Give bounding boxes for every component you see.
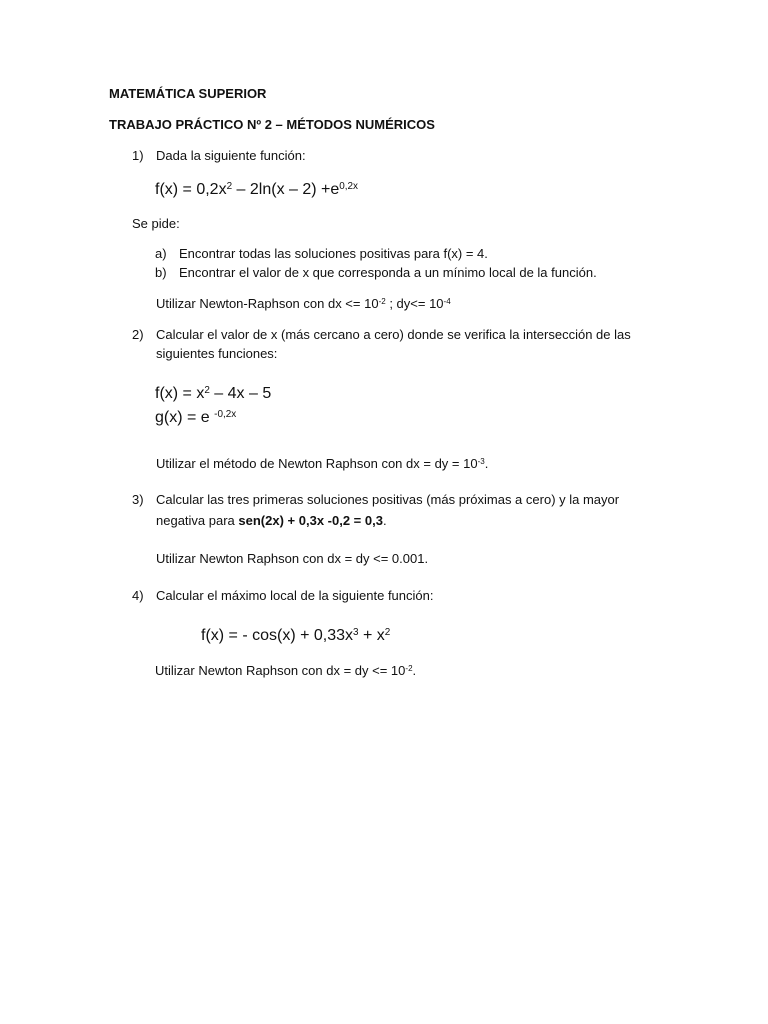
se-pide-label: Se pide: (132, 216, 180, 231)
exercise-3-line-1 (132, 492, 619, 508)
course-title: MATEMÁTICA SUPERIOR (109, 86, 267, 101)
exercise-4-number: 4) (132, 588, 144, 603)
exercise-2-number: 2) (132, 327, 144, 342)
exercise-1-intro (132, 148, 306, 164)
method-part: Utilizar Newton Raphson con dx = dy <= 10 (155, 663, 406, 678)
formula-exponent: 2 (204, 384, 210, 396)
exercise-4-method (155, 663, 416, 679)
exercise-1-formula (155, 180, 358, 200)
exercise-3-line-2 (156, 513, 387, 529)
exercise-2-line-1 (132, 327, 631, 343)
item-text: Encontrar todas las soluciones positivas para f(x) = 4. (179, 246, 488, 261)
exercise-3-method: Utilizar Newton Raphson con dx = dy <= 0.001. (156, 551, 429, 566)
exercise-3-text: . (382, 513, 387, 528)
assignment-title: TRABAJO PRÁCTICO Nº 2 – MÉTODOS NUMÉRICOS (109, 117, 435, 132)
exercise-2-method (156, 456, 488, 472)
exercise-3-text: Calcular las tres primeras soluciones positivas (más próximas a cero) y la mayor (156, 492, 620, 507)
formula-part: – 4x – 5 (209, 385, 272, 402)
exercise-3-equation: sen(2x) + 0,3x -0,2 = 0,3 (238, 513, 383, 528)
formula-part: + x (358, 627, 385, 644)
formula-part: f(x) = x (155, 385, 205, 402)
exercise-4-line-1 (132, 588, 433, 604)
exercise-2-g-formula (155, 408, 236, 428)
formula-part: f(x) = 0,2x (155, 181, 227, 198)
exercise-1-item-a (155, 246, 488, 262)
formula-part: g(x) = e (155, 409, 215, 426)
exercise-4-formula (201, 626, 390, 646)
method-exponent: -2 (405, 663, 413, 673)
method-exponent: -2 (378, 296, 386, 306)
item-letter: a) (155, 246, 167, 261)
item-text: Encontrar el valor de x que corresponda a un mínimo local de la función. (179, 265, 597, 280)
exercise-4-text: Calcular el máximo local de la siguiente función: (156, 588, 434, 603)
exercise-3-number: 3) (132, 492, 144, 507)
formula-exponent: 0,2x (339, 180, 358, 192)
method-part: . (412, 663, 417, 678)
method-exponent: -4 (443, 296, 451, 306)
item-letter: b) (155, 265, 167, 280)
formula-exponent: 3 (353, 626, 359, 638)
exercise-1-method (156, 296, 451, 312)
exercise-2-f-formula (155, 384, 271, 404)
formula-exponent: 2 (226, 180, 233, 192)
formula-part: f(x) = - cos(x) + 0,33x (201, 627, 354, 644)
formula-part: – 2ln(x – 2) +e (232, 181, 340, 198)
method-part: ; dy<= 10 (385, 296, 444, 311)
exercise-1-item-b (155, 265, 597, 281)
method-part: Utilizar Newton-Raphson con dx <= 10 (156, 296, 379, 311)
exercise-1-intro-text: Dada la siguiente función: (156, 148, 306, 163)
method-part: . (484, 456, 489, 471)
formula-exponent: -0,2x (214, 408, 237, 420)
exercise-2-text: Calcular el valor de x (más cercano a cero) donde se verifica la intersección de las (156, 327, 631, 342)
exercise-1-number: 1) (132, 148, 144, 163)
exercise-2-line-2: siguientes funciones: (156, 346, 278, 361)
exercise-3-text: negativa para (156, 513, 239, 528)
method-exponent: -3 (477, 456, 485, 466)
method-part: Utilizar el método de Newton Raphson con dx = dy = 10 (156, 456, 478, 471)
formula-exponent: 2 (384, 626, 391, 638)
